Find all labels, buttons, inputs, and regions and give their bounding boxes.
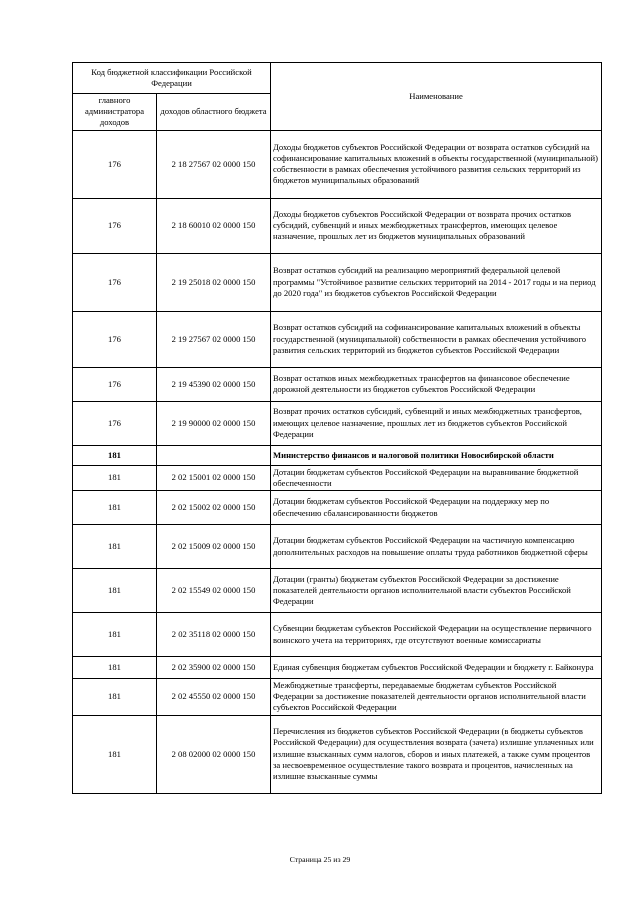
table-row: [73, 679, 602, 716]
table-body: [73, 130, 602, 793]
income-code-cell: 2 19 27567 02 0000 150: [157, 311, 271, 367]
admin-code-cell: 176: [73, 401, 157, 445]
income-code-cell: 2 02 15009 02 0000 150: [157, 525, 271, 569]
header-code-group: Код бюджетной классификации Российской Федерации: [73, 63, 271, 94]
income-code-cell: 2 19 25018 02 0000 150: [157, 253, 271, 311]
income-code-cell: [157, 445, 271, 465]
income-code-cell: 2 08 02000 02 0000 150: [157, 715, 271, 793]
name-cell: Дотации бюджетам субъектов Российской Федерации на поддержку мер по обеспечению сбалансированности бюджетов: [271, 491, 602, 525]
name-cell: Дотации бюджетам субъектов Российской Федерации на выравнивание бюджетной обеспеченности: [271, 465, 602, 490]
income-code-cell: 2 02 45550 02 0000 150: [157, 679, 271, 716]
income-code-cell: 2 19 90000 02 0000 150: [157, 401, 271, 445]
table-row: [73, 401, 602, 445]
budget-classification-table: [72, 62, 602, 794]
table-row: [73, 715, 602, 793]
table-row: [73, 311, 602, 367]
name-cell: Дотации бюджетам субъектов Российской Федерации на частичную компенсацию дополнительных расходов на повышение оплаты труда работников бюджетной сферы: [271, 525, 602, 569]
table-row: [73, 198, 602, 253]
admin-code-cell: 181: [73, 445, 157, 465]
income-code-cell: 2 02 35118 02 0000 150: [157, 613, 271, 657]
page-number: Страница 25 из 29: [289, 855, 351, 864]
income-code-cell: 2 02 15549 02 0000 150: [157, 569, 271, 613]
admin-code-cell: 181: [73, 679, 157, 716]
admin-code-cell: 181: [73, 465, 157, 490]
name-cell: Дотации (гранты) бюджетам субъектов Российской Федерации за достижение показателей деятельности органов исполнительной власти субъектов Российской Федерации: [271, 569, 602, 613]
table-row: [73, 525, 602, 569]
name-cell: Перечисления из бюджетов субъектов Российской Федерации (в бюджеты субъектов Российской Федерации) для осуществления возврата (зачета) излишне уплаченных или излишне взысканных сумм налогов, сборов и иных платежей, а также сумм процентов за несвоевременное осуществление такого возврата и процентов, начисленных на излишне взысканные суммы: [271, 715, 602, 793]
table-row: [73, 253, 602, 311]
income-code-cell: 2 18 27567 02 0000 150: [157, 130, 271, 198]
name-cell: Возврат остатков иных межбюджетных трансфертов на финансовое обеспечение дорожной деятельности из бюджетов субъектов Российской Федерации: [271, 367, 602, 401]
table-row: [73, 657, 602, 679]
name-cell: Доходы бюджетов субъектов Российской Федерации от возврата остатков субсидий на софинансирование капитальных вложений в объекты государственной (муниципальной) собственности в рамках обеспечения устойчивого развития сельских территорий из бюджетов муниципальных образований: [271, 130, 602, 198]
table-row: [73, 367, 602, 401]
admin-code-cell: 176: [73, 253, 157, 311]
admin-code-cell: 181: [73, 491, 157, 525]
header-name-column: Наименование: [271, 63, 602, 131]
name-cell: Возврат остатков субсидий на софинансирование капитальных вложений в объекты государственной (муниципальной) собственности в рамках обеспечения устойчивого развития сельских территорий из бюджетов субъектов Российской Федерации: [271, 311, 602, 367]
table-row: [73, 445, 602, 465]
income-code-cell: 2 02 15002 02 0000 150: [157, 491, 271, 525]
admin-code-cell: 181: [73, 657, 157, 679]
table-row: [73, 491, 602, 525]
table-row: [73, 465, 602, 490]
header-income-column: доходов областного бюджета: [157, 94, 271, 131]
admin-code-cell: 176: [73, 311, 157, 367]
income-code-cell: 2 02 35900 02 0000 150: [157, 657, 271, 679]
income-code-cell: 2 02 15001 02 0000 150: [157, 465, 271, 490]
admin-code-cell: 176: [73, 198, 157, 253]
table-row: [73, 613, 602, 657]
table-row: [73, 569, 602, 613]
admin-code-cell: 176: [73, 367, 157, 401]
name-cell: Возврат остатков субсидий на реализацию мероприятий федеральной целевой программы "Устойчивое развитие сельских территорий на 2014 - 2017 годы и на период до 2020 года" из бюджетов субъектов Российской Федерации: [271, 253, 602, 311]
table-row: [73, 130, 602, 198]
admin-code-cell: 176: [73, 130, 157, 198]
income-code-cell: 2 19 45390 02 0000 150: [157, 367, 271, 401]
income-code-cell: 2 18 60010 02 0000 150: [157, 198, 271, 253]
name-cell: Единая субвенция бюджетам субъектов Российской Федерации и бюджету г. Байконура: [271, 657, 602, 679]
header-admin-column: главного администратора доходов: [73, 94, 157, 131]
name-cell: Субвенции бюджетам субъектов Российской Федерации на осуществление первичного воинского учета на территориях, где отсутствуют военные комиссариаты: [271, 613, 602, 657]
name-cell: Межбюджетные трансферты, передаваемые бюджетам субъектов Российской Федерации за достижение показателей деятельности органов исполнительной власти субъектов Российской Федерации: [271, 679, 602, 716]
admin-code-cell: 181: [73, 525, 157, 569]
name-cell: Доходы бюджетов субъектов Российской Федерации от возврата прочих остатков субсидий, субвенций и иных межбюджетных трансфертов, имеющих целевое назначение, прошлых лет из бюджетов муниципальных образований: [271, 198, 602, 253]
admin-code-cell: 181: [73, 569, 157, 613]
admin-code-cell: 181: [73, 613, 157, 657]
admin-code-cell: 181: [73, 715, 157, 793]
ministry-name-cell: Министерство финансов и налоговой политики Новосибирской области: [271, 445, 602, 465]
name-cell: Возврат прочих остатков субсидий, субвенций и иных межбюджетных трансфертов, имеющих целевое назначение, прошлых лет из бюджетов субъектов Российской Федерации: [271, 401, 602, 445]
